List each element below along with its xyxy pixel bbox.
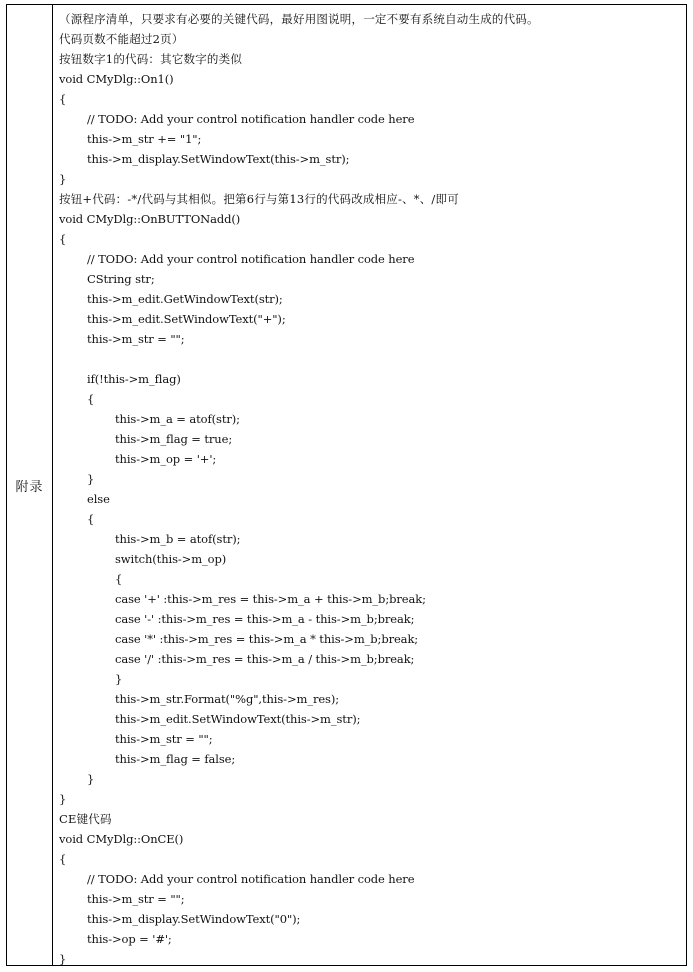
code-line: this->m_display.SetWindowText("0"); — [87, 912, 301, 926]
source-code-cell — [53, 5, 686, 965]
code-line: { — [59, 852, 67, 866]
code-line: this->m_edit.GetWindowText(str); — [87, 292, 283, 306]
code-line: // TODO: Add your control notification handler code here — [87, 252, 415, 266]
appendix-label: 附录 — [15, 479, 44, 495]
note-line: 按钮数字1的代码：其它数字的类似 — [59, 52, 243, 66]
code-line: switch(this->m_op) — [115, 552, 227, 566]
code-line: this->m_op = '+'; — [115, 452, 217, 466]
code-line: } — [59, 952, 67, 966]
code-line: this->m_a = atof(str); — [115, 412, 240, 426]
code-line: else — [87, 492, 110, 506]
note-line: CE键代码 — [59, 812, 112, 826]
code-line: this->m_str.Format("%g",this->m_res); — [115, 692, 340, 706]
note-line: 按钮+代码：-*/代码与其相似。把第6行与第13行的代码改成相应-、*、/即可 — [59, 192, 459, 206]
code-line: { — [115, 572, 123, 586]
code-line: void CMyDlg::OnCE() — [59, 832, 184, 846]
code-line: { — [59, 232, 67, 246]
code-line: this->m_b = atof(str); — [115, 532, 241, 546]
code-line: this->m_flag = false; — [115, 752, 236, 766]
code-line: // TODO: Add your control notification handler code here — [87, 872, 415, 886]
code-line: void CMyDlg::OnBUTTONadd() — [59, 212, 241, 226]
appendix-label-cell — [7, 5, 53, 965]
code-line: } — [59, 172, 67, 186]
code-line: { — [87, 512, 95, 526]
code-line: case '-' :this->m_res = this->m_a - this->m_b;break; — [115, 612, 415, 626]
code-line: } — [115, 672, 123, 686]
code-line: this->m_edit.SetWindowText("+"); — [87, 312, 286, 326]
code-line: } — [59, 792, 67, 806]
code-line — [59, 349, 682, 369]
appendix-table — [6, 4, 687, 966]
note-line: 代码页数不能超过2页） — [59, 32, 184, 46]
code-line: this->op = '#'; — [87, 932, 172, 946]
code-line: case '+' :this->m_res = this->m_a + this->m_b;break; — [115, 592, 426, 606]
code-line: case '/' :this->m_res = this->m_a / this->m_b;break; — [115, 652, 415, 666]
code-line: this->m_str = ""; — [87, 892, 185, 906]
code-line: case '*' :this->m_res = this->m_a * this->m_b;break; — [115, 632, 419, 646]
code-line: // TODO: Add your control notification handler code here — [87, 112, 415, 126]
code-line: { — [59, 92, 67, 106]
code-line: if(!this->m_flag) — [87, 372, 181, 386]
code-line: } — [87, 472, 95, 486]
note-line: （源程序清单，只要求有必要的关键代码，最好用图说明，一定不要有系统自动生成的代码。 — [59, 12, 539, 26]
code-line: this->m_edit.SetWindowText(this->m_str); — [115, 712, 361, 726]
code-line: this->m_str += "1"; — [87, 132, 202, 146]
code-line: { — [87, 392, 95, 406]
code-line: this->m_str = ""; — [87, 332, 185, 346]
code-line: this->m_flag = true; — [115, 432, 233, 446]
code-line: this->m_display.SetWindowText(this->m_str); — [87, 152, 350, 166]
code-line: CString str; — [87, 272, 155, 286]
code-line: } — [87, 772, 95, 786]
code-line: this->m_str = ""; — [115, 732, 213, 746]
code-line: void CMyDlg::On1() — [59, 72, 174, 86]
